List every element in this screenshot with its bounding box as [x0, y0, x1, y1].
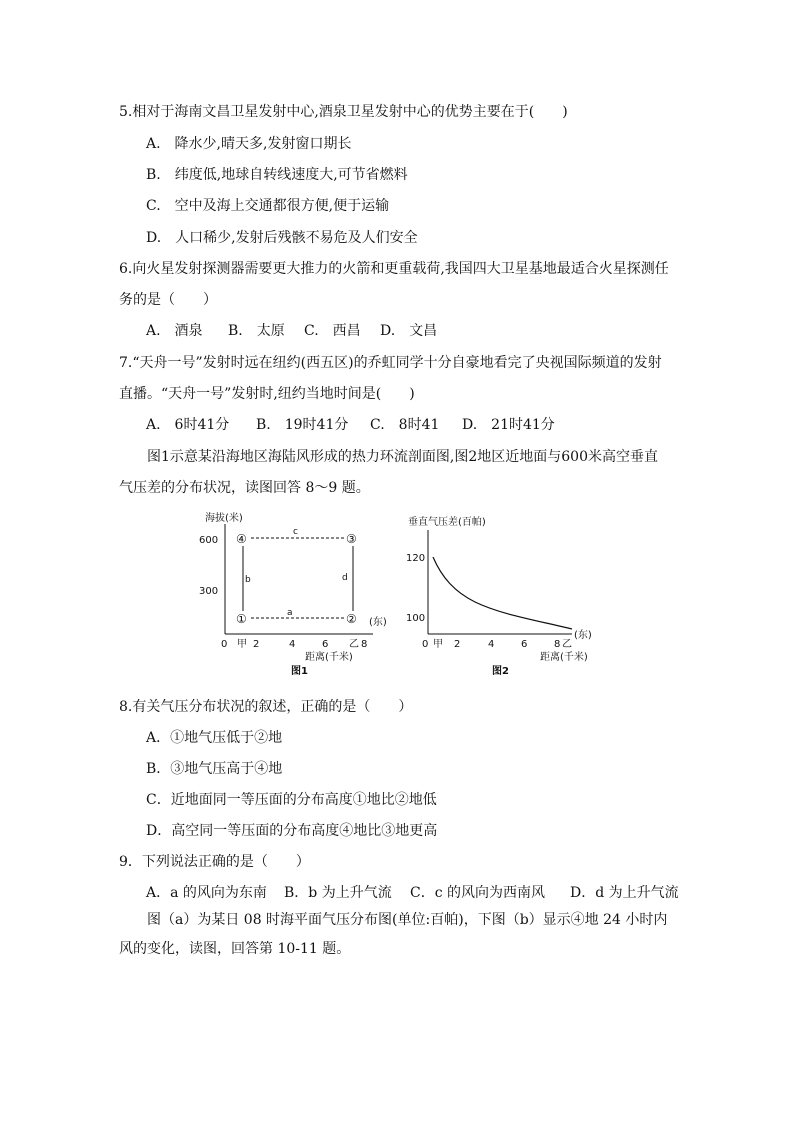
figure1-point-4: ④ — [236, 532, 247, 546]
figure2-xtick-jia: 甲 — [433, 639, 443, 650]
q7-option-c: C. 8时41 — [370, 417, 440, 433]
q7-option-d: D. 21时41分 — [462, 417, 555, 433]
q5-option-a: A. 降水少,晴天多,发射窗口期长 — [146, 136, 352, 152]
q9-option-a: A．a 的风向为东南 — [146, 885, 267, 901]
q5-option-b: B. 纬度低,地球自转线速度大,可节省燃料 — [146, 167, 408, 183]
intro-8-9-line2: 气压差的分布状况，读图回答 8～9 题。 — [119, 480, 370, 496]
figure1-xtick-0: 0 — [221, 639, 228, 650]
q8-option-b: B．③地气压高于④地 — [146, 761, 283, 777]
q9-options — [146, 884, 679, 902]
figure2-ylabel: 垂直气压差(百帕) — [408, 517, 486, 528]
figure2-xlabel: 距离(千米) — [540, 652, 588, 663]
q9-stem: 9．下列说法正确的是（ ） — [119, 854, 310, 870]
q6-stem-line1: 6.向火星发射探测器需要更大推力的火箭和更重载荷,我国四大卫星基地最适合火星探测任 — [119, 261, 669, 277]
q8-option-c: C．近地面同一等压面的分布高度①地比②地低 — [146, 792, 437, 808]
figure2-xtick-8: 8 — [554, 639, 561, 650]
intro-10-11-line1: 图（a）为某日 08 时海平面气压分布图(单位:百帕)，下图（b）显示④地 24 小时内 — [147, 912, 668, 928]
q9-option-d: D．d 为上升气流 — [570, 885, 679, 901]
q7-options — [146, 416, 555, 434]
figure2-xtick-yi: 乙 — [562, 639, 572, 650]
q7-option-a: A. 6时41分 — [146, 417, 230, 433]
q5-option-d: D. 人口稀少,发射后残骸不易危及人们安全 — [146, 230, 418, 246]
q6-options — [146, 322, 437, 340]
figure1-label-b: b — [245, 575, 251, 585]
figure1-east-label: (东) — [369, 617, 387, 628]
figure2-pressure-curve — [400, 508, 600, 678]
q6-option-d: D. 文昌 — [380, 323, 438, 339]
q9-option-b: B．b 为上升气流 — [284, 885, 392, 901]
figure2-xtick-6: 6 — [521, 639, 528, 650]
figure1-xtick-8: 8 — [361, 639, 368, 650]
figure1-xtick-jia: 甲 — [237, 639, 247, 650]
q5-option-c: C. 空中及海上交通都很方便,便于运输 — [146, 198, 390, 214]
q8-option-d: D．高空同一等压面的分布高度④地比③地更高 — [146, 823, 438, 839]
figure1-label-c: c — [293, 527, 298, 537]
figure2-ytick-120: 120 — [406, 553, 426, 564]
figure1-label-d: d — [342, 573, 348, 583]
figure1-xtick-4: 4 — [289, 639, 296, 650]
q6-stem-line2: 务的是（ ） — [119, 292, 217, 308]
figure2-curve — [433, 557, 572, 629]
q5-stem: 5.相对于海南文昌卫星发射中心,酒泉卫星发射中心的优势主要在于( ) — [119, 104, 568, 120]
figure1-ytick-300: 300 — [199, 586, 219, 597]
q8-stem: 8.有关气压分布状况的叙述，正确的是（ ） — [119, 699, 413, 715]
figure1-xtick-yi: 乙 — [349, 639, 359, 650]
q6-option-c: C. 西昌 — [304, 323, 361, 339]
intro-10-11-line2: 风的变化，读图，回答第 10-11 题。 — [119, 941, 351, 957]
q7-stem-line2: 直播。“天舟一号”发射时,纽约当地时间是( ) — [119, 386, 415, 402]
figure1-point-1: ① — [236, 612, 247, 626]
q6-option-b: B. 太原 — [228, 323, 285, 339]
q6-option-a: A. 酒泉 — [146, 323, 203, 339]
q9-option-c: C．c 的风向为西南风 — [410, 885, 546, 901]
q7-stem-line1: 7.“天舟一号”发射时远在纽约(西五区)的乔虹同学十分自豪地看完了央视国际频道的发射 — [119, 355, 662, 371]
q8-option-a: A．①地气压低于②地 — [146, 730, 283, 746]
figure1-xtick-2: 2 — [253, 639, 260, 650]
figure1-circulation-diagram — [195, 508, 395, 678]
figure2-xtick-0: 0 — [422, 639, 429, 650]
figure2-east-label: (东) — [574, 630, 592, 641]
figure1-point-2: ② — [346, 612, 357, 626]
figure2-caption: 图2 — [492, 666, 509, 677]
figure1-point-3: ③ — [346, 532, 357, 546]
figure1-ylabel: 海拔(米) — [205, 513, 243, 524]
q7-option-b: B. 19时41分 — [256, 417, 349, 433]
figure1-ytick-600: 600 — [199, 535, 219, 546]
figure1-caption: 图1 — [291, 666, 308, 677]
figure2-ytick-100: 100 — [406, 613, 426, 624]
figure2-xtick-2: 2 — [454, 639, 461, 650]
figure1-xtick-6: 6 — [322, 639, 329, 650]
intro-8-9-line1: 图1示意某沿海地区海陆风形成的热力环流剖面图,图2地区近地面与600米高空垂直 — [147, 449, 658, 465]
figure1-xlabel: 距离(千米) — [305, 652, 353, 663]
figure2-xtick-4: 4 — [488, 639, 495, 650]
figure1-label-a: a — [287, 608, 293, 618]
